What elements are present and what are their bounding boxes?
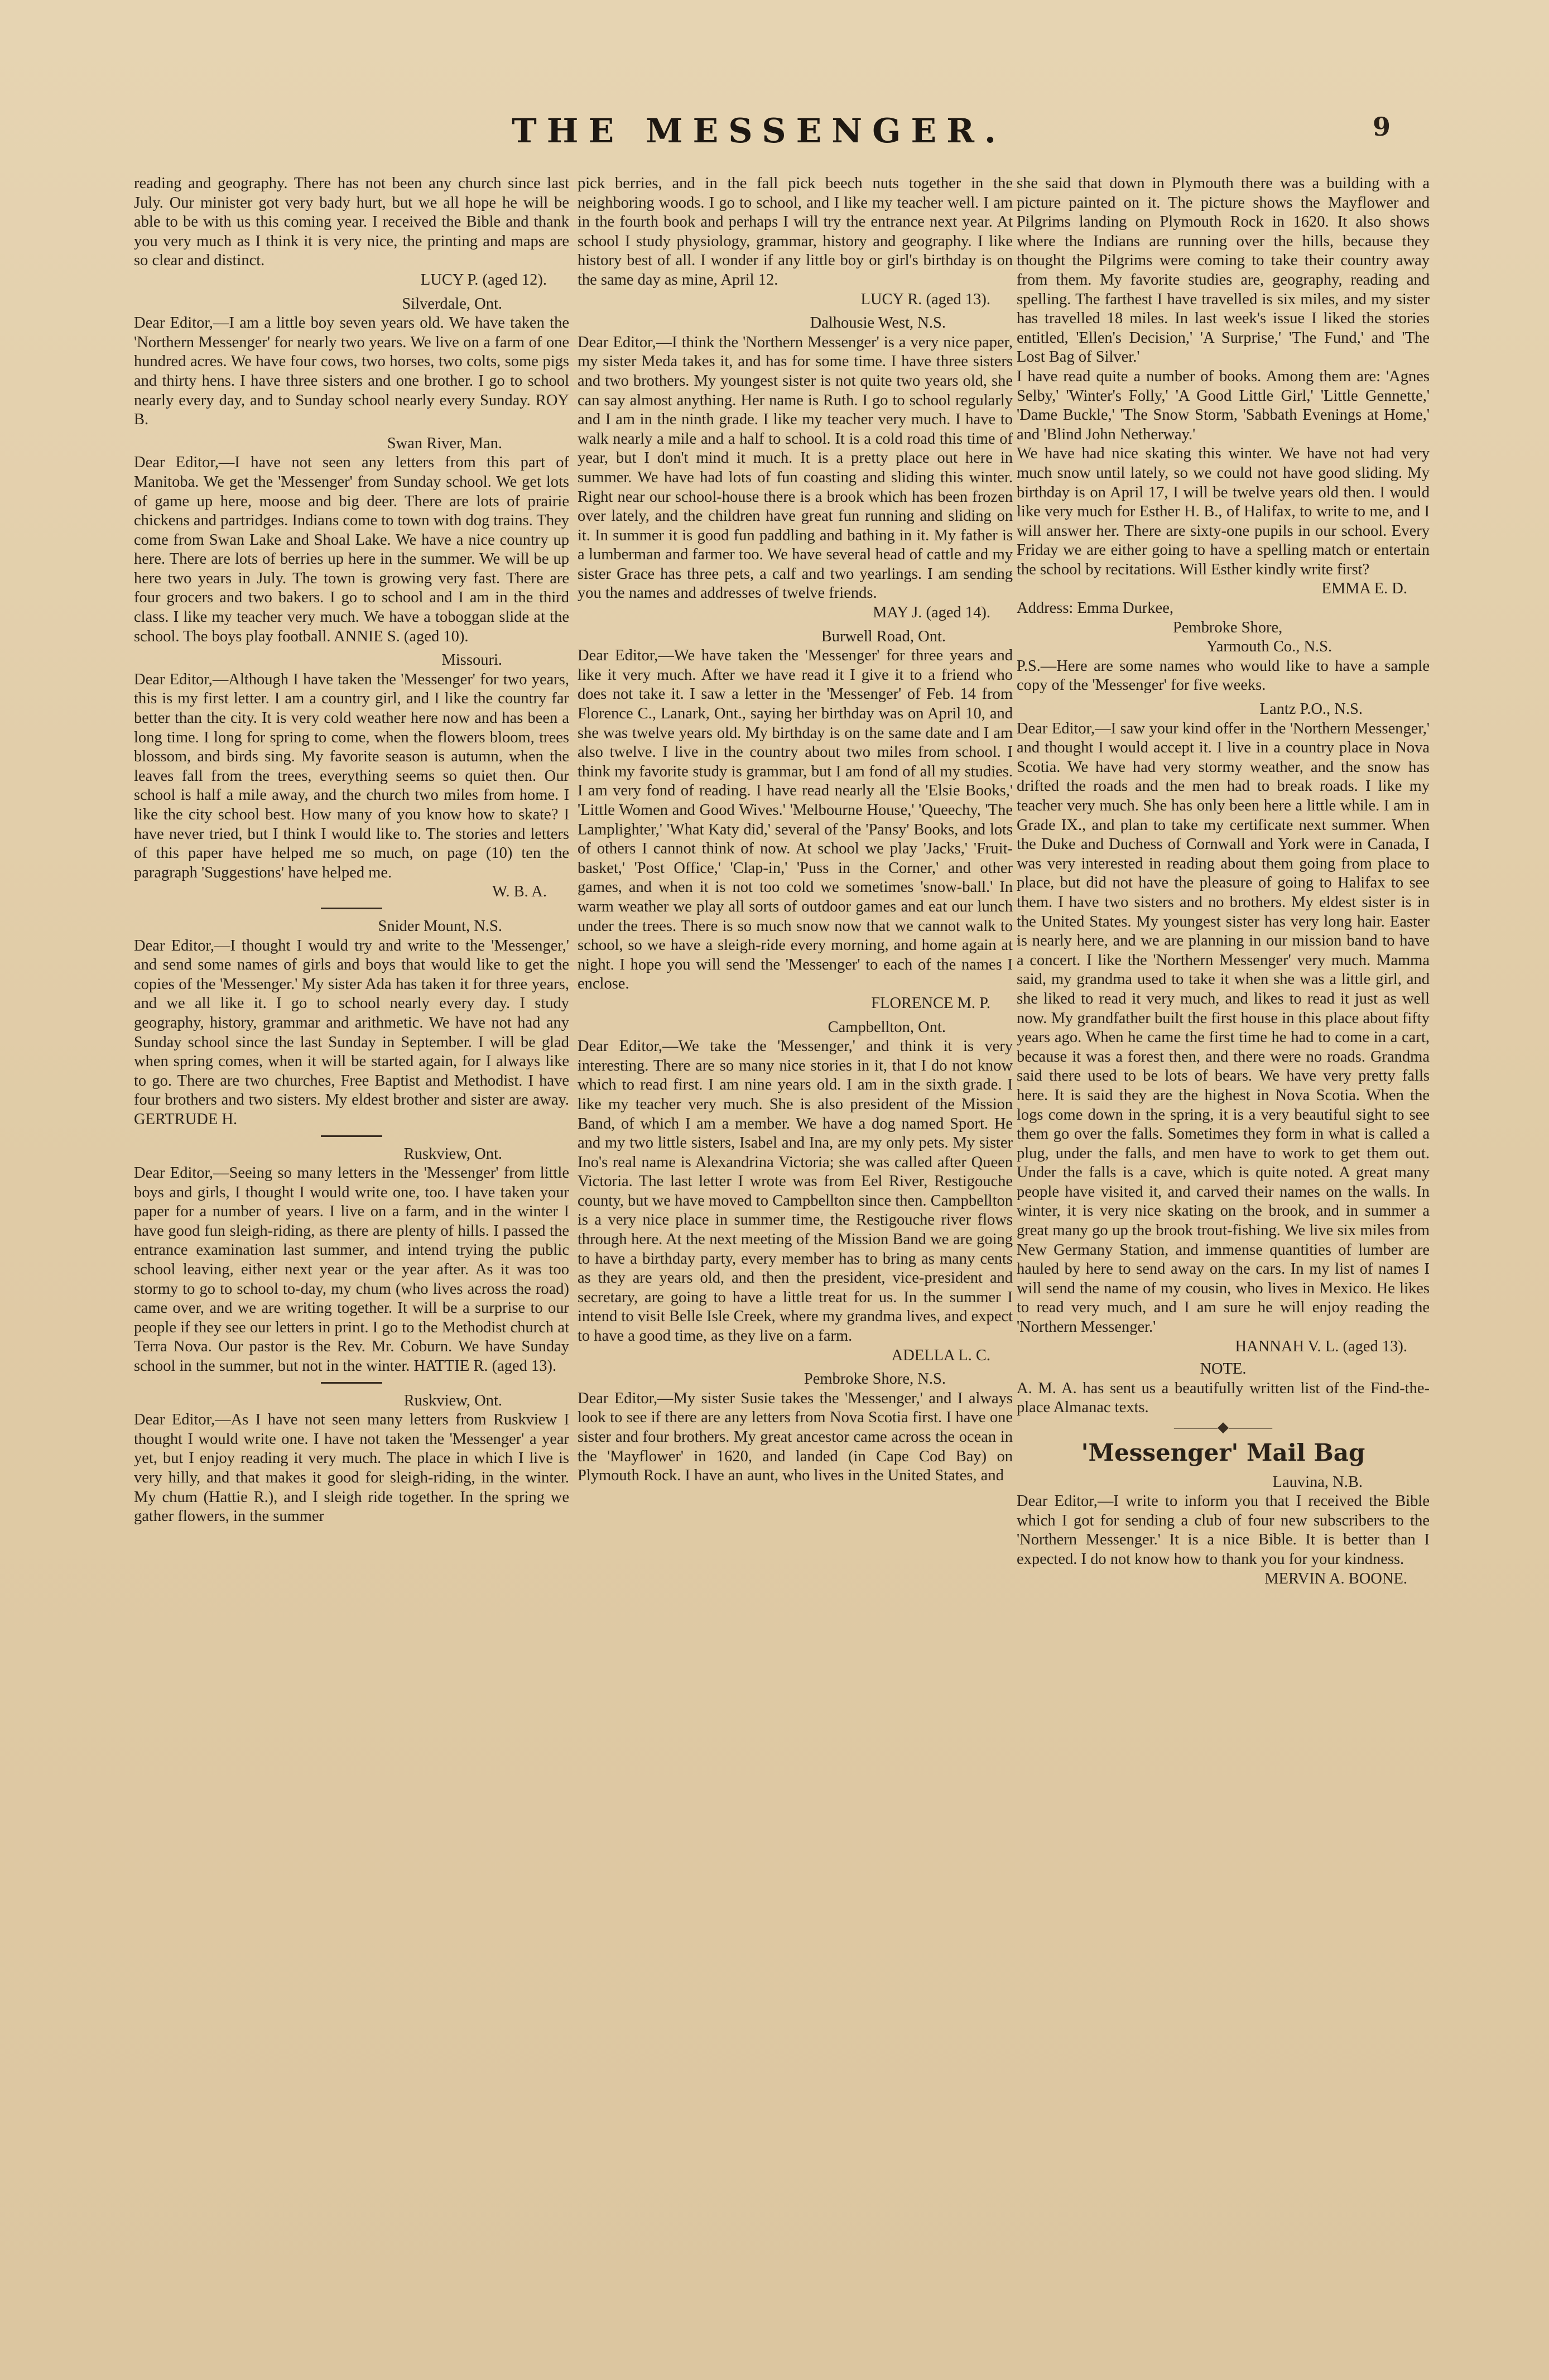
masthead [0, 112, 1549, 151]
section-divider [321, 1382, 382, 1384]
letter-place-heading: Pembroke Shore, N.S. [804, 1370, 946, 1388]
masthead-title: THE MESSENGER. [512, 112, 1006, 151]
letter-place-heading: Missouri. [441, 651, 502, 669]
letter-place-heading: Burwell Road, Ont. [821, 627, 946, 645]
letter-paragraph: Dear Editor,—I am a little boy seven years old. We have taken the 'Northern Messenger' for nearly two years. We live on a farm of one hundred acres. We have four cows, two horses, two colts, some pigs and thirty hens. I have three sisters and one brother. I go to school nearly every day, and to Sunday school nearly every Sunday. ROY B. [134, 314, 569, 429]
letter-place-heading: Lantz P.O., N.S. [1259, 700, 1363, 718]
letter-paragraph: Dear Editor,—I have not seen any letters from this part of Manitoba. We get the 'Messenger' from Sunday school. We get lots of game up here, moose and big deer. There are lots of prairie chickens and partridges. Indians come to town with dog trains. They come from Swan Lake and Shoal Lake. We have a nice country up here. There are lots of berries up here in the summer. We will be up here two years in July. The town is growing very fast. There are four grocers and two bakers. I go to school and I am in the third class. I like my teacher very much. We have a toboggan slide at the school. The boys play football. ANNIE S. (aged 10). [134, 454, 569, 645]
letter-paragraph: Dear Editor,—Although I have taken the 'Messenger' for two years, this is my first letter. I am a country girl, and I like the country far better than the city. It is very cold weather here now and has been a long time. I long for spring to come, when the flowers bloom, trees blossom, and birds sing. My favorite season is autumn, when the leaves fall from the trees, everything seems so quiet then. Our school is half a mile away, and the church two miles from home. I like the city school best. How many of you know how to skate? I have never tried, but I think I would like to. The stories and letters of this paper have helped me so much, on page (10) ten the paragraph 'Suggestions' have helped me. [134, 670, 569, 881]
letter-place-heading: Lauvina, N.B. [1272, 1473, 1363, 1491]
letter-place-heading: Dalhousie West, N.S. [810, 314, 946, 332]
letter-place-heading: Snider Mount, N.S. [378, 917, 502, 935]
letter-signature: ADELLA L. C. [891, 1346, 990, 1364]
letter-paragraph: Dear Editor,—We take the 'Messenger,' and think it is very interesting. There are so many nice stories in it, that I do not know which to read first. I am nine years old. I am in the sixth grade. I like my teacher very much. She is also president of the Mission Band, of which I am a member. We have a dog named Sport. He and my two little sisters, Isabel and Ina, are my only pets. My sister Ino's real name is Alexandrina Victoria; she was called after Queen Victoria. The last letter I wrote was from Eel River, Restigouche county, but we have moved to Campbellton since then. Campbellton is a very nice place in summer time, the Restigouche river flows through here. At the next meeting of the Mission Band we are going to have a birthday party, every member has to bring as many cents as they are years old, and then the president, vice-president and secretary, are going to have a little treat for us. In the summer I intend to visit Belle Isle Creek, where my grandma lives, and expect to have a good time, as they live on a farm. [578, 1038, 1013, 1345]
letter-paragraph: A. M. A. has sent us a beautifully written list of the Find-the-place Almanac texts. [1017, 1379, 1430, 1417]
letter-signature: FLORENCE M. P. [871, 994, 990, 1012]
letter-signature: LUCY R. (aged 13). [860, 290, 990, 308]
note-heading: NOTE. [1200, 1360, 1247, 1378]
letter-place-heading: Silverdale, Ont. [402, 295, 502, 313]
letter-place-heading: Campbellton, Ont. [828, 1018, 946, 1036]
letter-paragraph: pick berries, and in the fall pick beech nuts together in the neighboring woods. I go to school, and I like my teacher well. I am in the fourth book and perhaps I will try the entrance next year. At school I study physiology, grammar, history and geography. I like history best of all. I wonder if any little boy or girl's birthday is on the same day as mine, April 12. [578, 175, 1013, 289]
letter-paragraph: reading and geography. There has not been any church since last July. Our minister got very bady hurt, but we all hope he will be able to be with us this coming year. I received the Bible and thank you very much as I think it is very nice, the printing and maps are so clear and distinct. [134, 175, 569, 270]
letter-paragraph: Dear Editor,—We have taken the 'Messenger' for three years and like it very much. After we have read it I give it to a friend who does not take it. I saw a letter in the 'Messenger' of Feb. 14 from Florence C., Lanark, Ont., saying her birthday was on April 10, and she was twelve years old. My birthday is on the same date and I am also twelve. I live in the country about two miles from school. I think my favorite study is grammar, but I am fond of all my studies. I am very fond of reading. I have read nearly all the 'Elsie Books,' 'Little Women and Good Wives.' 'Melbourne House,' 'Queechy, 'The Lamplighter,' 'What Katy did,' several of the 'Pansy' Books, and lots of others I cannot think of now. At school we play 'Jacks,' 'Fruit-basket,' 'Post Office,' 'Clap-in,' 'Puss in the Corner,' and other games, and when it is not too cold we sometimes 'snow-ball.' In warm weather we play all sorts of outdoor games and eat our lunch under the trees. There is so much snow now that we cannot walk to school, so we have a sleigh-ride every morning, and home again at night. I hope you will send the 'Messenger' to each of the names I enclose. [578, 647, 1013, 993]
page-number: 9 [1373, 112, 1391, 142]
letter-paragraph: Dear Editor,—Seeing so many letters in the 'Messenger' from little boys and girls, I thought I would write one, too. I have taken your paper for a number of years. I live on a farm, and in the winter I have good fun sleigh-riding, as there are plenty of hills. I passed the entrance examination last summer, and intend trying the public school leaving, either next year or the year after. As it was too stormy to go to school to-day, my chum (who lives across the road) came over, and we are writing together. It will be a surprise to our people if they see our letters in print. I go to the Methodist church at Terra Nova. Our pastor is the Rev. Mr. Coburn. We have Sunday school in the summer, but not in the winter. HATTIE R. (aged 13). [134, 1164, 569, 1375]
section-divider [321, 1135, 382, 1137]
letter-paragraph: Dear Editor,—I think the 'Northern Messenger' is a very nice paper, my sister Meda takes it, and has for some time. I have three sisters and two brothers. My youngest sister is not quite two years old, she can say almost anything. Her name is Ruth. I go to school regularly and I am in the ninth grade. I like my teacher very much. I have to walk nearly a mile and a half to school. It is a cold road this time of year, but I don't mind it much. It is a pretty place out here in summer. We have had lots of fun coasting and sliding this winter. Right near our school-house there is a brook which has been frozen over lately, and the children have great fun running and sliding on it. In summer it is good fun paddling and bathing in it. My father is a lumberman and farmer too. We have several head of cattle and my sister Grace has three pets, a calf and two yearlings. I am sending you the names and addresses of twelve friends. [578, 333, 1013, 602]
letter-paragraph: she said that down in Plymouth there was a building with a picture painted on it. The picture shows the Mayflower and Pilgrims landing on Plymouth Rock in 1620. It also shows where the Indians are running over the hills, because they thought the Pilgrims were coming to take their country away from them. My favorite studies are, geography, reading and spelling. The farthest I have travelled is six miles, and my sister has travelled 18 miles. In last week's issue I liked the stories entitled, 'Ellen's Decision,' 'A Surprise,' 'The Fund,' and 'The Lost Bag of Silver.' [1017, 175, 1430, 366]
letter-paragraph: Dear Editor,—I saw your kind offer in the 'Northern Messenger,' and thought I would accept it. I live in a country place in Nova Scotia. We have had very stormy weather, and the snow has drifted the roads and the men had to break roads. I like my teacher very much. She has only been here a little while. I am in Grade IX., and plan to take my certificate next summer. When the Duke and Duchess of Cornwall and York were in Canada, I was very interested in reading about them going from place to place, but did not have the pleasure of going to Halifax to see them. I have two sisters and no brothers. My eldest sister is in the United States. My youngest sister has very long hair. Easter is nearly here, and we are planning in our mission band to have a concert. I like the 'Northern Messenger' very much. Mamma said, my grandma used to take it when she was a little girl, and she liked to read it very much, and likes to read it just as well now. My grandfather built the first house in this place about fifty years ago. When he came the first time he had to come in a cart, because it was a forest then, and there were no roads. Grandma said there used to be lots of bears. We have very pretty falls here. It is said they are the highest in Nova Scotia. When the logs come down in the spring, it is a very beautiful sight to see them go over the falls. Sometimes they form in what is called a plug, under the falls, and men have to work to get them out. Under the falls is a cave, which is quite noted. A great many people have visited it, and carved their names on the walls. In winter, it is very nice skating on the brook, and in summer a great many go up the brook trout-fishing. We live six miles from New Germany Station, and immense quantities of lumber are hauled by here to send away on the cars. In my list of names I will send the name of my cousin, who lives in Mexico. He likes to read very much, and I am sure he will enjoy reading the 'Northern Messenger.' [1017, 719, 1430, 1336]
letter-place-heading: Ruskview, Ont. [403, 1391, 502, 1409]
letter-signature: MAY J. (aged 14). [873, 604, 990, 622]
letter-paragraph: Dear Editor,—I write to inform you that I received the Bible which I got for sending a club of four new subscribers to the 'Northern Messenger.' It is a nice Bible. It is better than I expected. I do not know how to thank you for your kindness. [1017, 1493, 1430, 1568]
letter-paragraph: Dear Editor,—My sister Susie takes the 'Messenger,' and I always look to see if there are any letters from Nova Scotia first. I have one sister and four brothers. My great ancestor came across the ocean in the 'Mayflower' in 1620, and landed (in Cape Cod Bay) on Plymouth Rock. I have an aunt, who lives in the United States, and [578, 1389, 1013, 1485]
letter-paragraph: P.S.—Here are some names who would like to have a sample copy of the 'Messenger' for five weeks. [1017, 657, 1430, 694]
address-line: Yarmouth Co., N.S. [1206, 638, 1332, 656]
address-line: Pembroke Shore, [1173, 618, 1283, 636]
letter-signature: MERVIN A. BOONE. [1264, 1570, 1407, 1587]
letter-paragraph: We have had nice skating this winter. We have not had very much snow until lately, so we could not have good sliding. My birthday is on April 17, I will be twelve years old then. I would like very much for Esther H. B., of Halifax, to write to me, and I will answer her. There are sixty-one pupils in our school. Every Friday we are either going to have a spelling match or entertain the school by recitations. Will Esther kindly write first? [1017, 445, 1430, 578]
mail-bag-heading: 'Messenger' Mail Bag [1081, 1438, 1365, 1466]
letter-paragraph: Address: Emma Durkee, [1017, 599, 1173, 617]
letter-signature: W. B. A. [492, 883, 547, 901]
column-2 [578, 174, 1013, 1486]
letter-place-heading: Ruskview, Ont. [403, 1145, 502, 1163]
letter-paragraph: Dear Editor,—As I have not seen many letters from Ruskview I thought I would write one. I have not taken the 'Messenger' a year yet, but I enjoy reading it very much. The place in which I live is very hilly, and that makes it good for sleigh-riding, in the winter. My chum (Hattie R.), and I sleigh ride together. In the spring we gather flowers, in the summer [134, 1411, 569, 1525]
ornament-divider: ———◆——— [1174, 1419, 1272, 1435]
letter-signature: HANNAH V. L. (aged 13). [1235, 1337, 1407, 1355]
letter-signature: LUCY P. (aged 12). [420, 271, 547, 289]
section-divider [321, 908, 382, 909]
column-1 [134, 174, 569, 1527]
letter-paragraph: I have read quite a number of books. Among them are: 'Agnes Selby,' 'Winter's Folly,' 'A Good Little Girl,' 'Little Gennette,' 'Dame Buckle,' 'The Snow Storm, 'Sabbath Evenings at Home,' and 'Blind John Netherway.' [1017, 367, 1430, 443]
column-3 [1017, 174, 1430, 1589]
letter-signature: EMMA E. D. [1321, 580, 1407, 598]
letter-place-heading: Swan River, Man. [387, 434, 502, 452]
letter-paragraph: Dear Editor,—I thought I would try and write to the 'Messenger,' and send some names of girls and boys that would like to get the copies of the 'Messenger.' My sister Ada has taken it for three years, and we all like it. I go to school nearly every day. I study geography, history, grammar and arithmetic. We have not had any Sunday school since the last Sunday in September. I will be glad when spring comes, when it will be started again, for I always like to go. There are two churches, Free Baptist and Methodist. I have four brothers and two sisters. My eldest brother and sister are away. GERTRUDE H. [134, 937, 569, 1128]
